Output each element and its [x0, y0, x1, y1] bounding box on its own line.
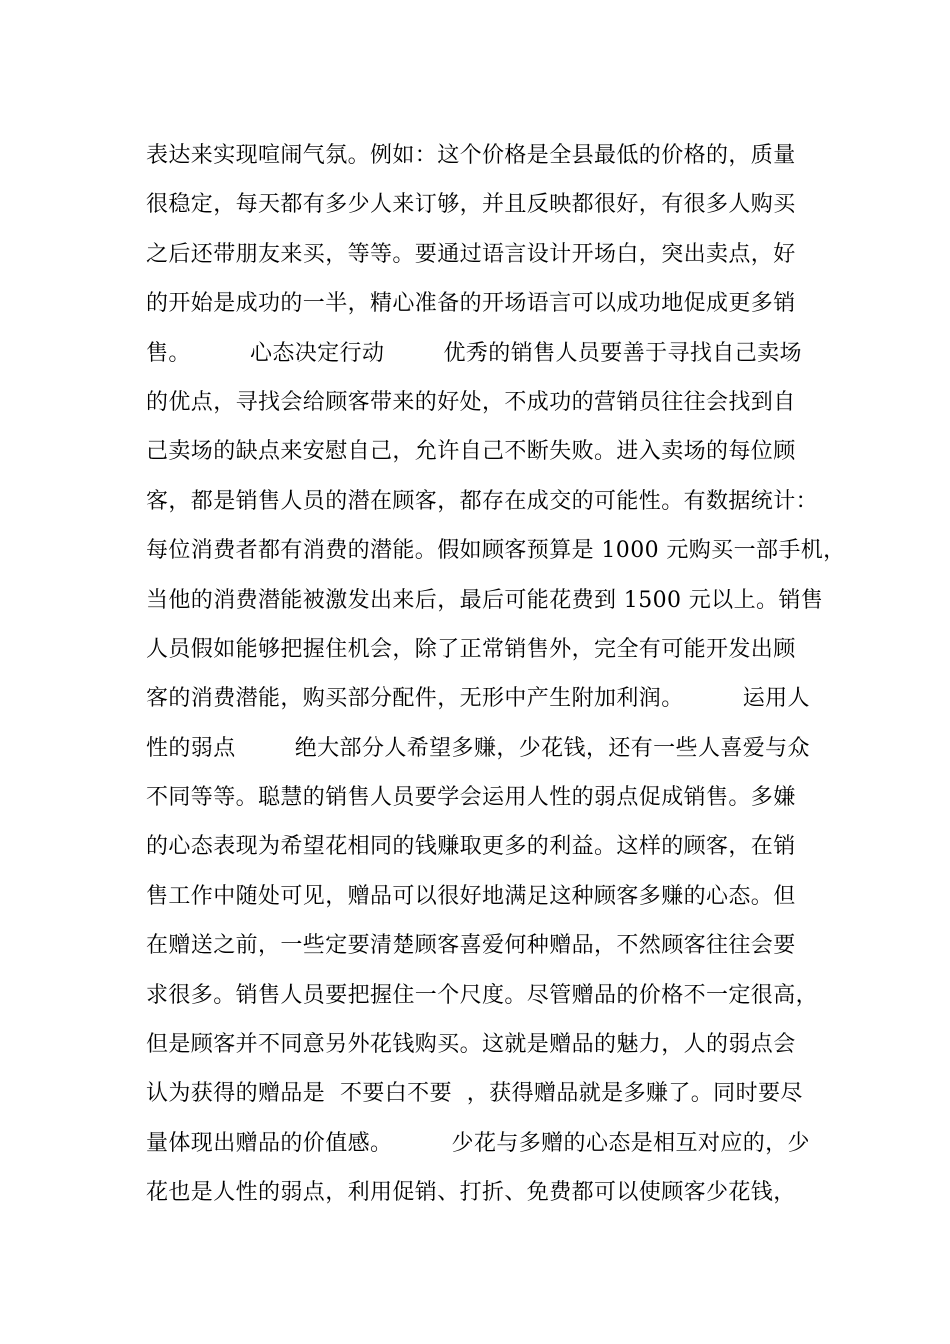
text-line: 每位消费者都有消费的潜能。假如顾客预算是 1000 元购买一部手机， — [146, 538, 846, 564]
text-line: 客的消费潜能，购买部分配件，无形中产生附加利润。 运用人 — [146, 686, 810, 712]
text-line: 性的弱点 绝大部分人希望多赚，少花钱，还有一些人喜爱与众 — [146, 735, 810, 761]
text-line: 量体现出赠品的价值感。 少花与多赠的心态是相互对应的，少 — [146, 1130, 810, 1156]
text-line: 售工作中随处可见，赠品可以很好地满足这种顾客多赚的心态。但 — [146, 883, 796, 909]
text-line: 之后还带朋友来买，等等。要通过语言设计开场白，突出卖点，好 — [146, 241, 796, 267]
text-line: 花也是人性的弱点，利用促销、打折、免费都可以使顾客少花钱， — [146, 1180, 796, 1206]
text-line: 当他的消费潜能被激发出来后，最后可能花费到 1500 元以上。销售 — [146, 587, 824, 613]
text-line: 不同等等。聪慧的销售人员要学会运用人性的弱点促成销售。多嫌 — [146, 785, 796, 811]
text-line: 己卖场的缺点来安慰自己，允许自己不断失败。进入卖场的每位顾 — [146, 439, 796, 465]
text-line: 求很多。销售人员要把握住一个尺度。尽管赠品的价格不一定很高， — [146, 982, 819, 1008]
text-line: 在赠送之前，一些定要清楚顾客喜爱何种赠品，不然顾客往往会要 — [146, 933, 796, 959]
text-line: 售。 心态决定行动 优秀的销售人员要善于寻找自己卖场 — [146, 340, 802, 366]
text-line: 的心态表现为希望花相同的钱赚取更多的利益。这样的顾客，在销 — [146, 834, 796, 860]
text-line: 的优点，寻找会给顾客带来的好处，不成功的营销员往往会找到自 — [146, 389, 796, 415]
text-line: 表达来实现喧闹气氛。例如：这个价格是全县最低的价格的，质量 — [146, 143, 796, 168]
text-line: 客，都是销售人员的潜在顾客，都存在成交的可能性。有数据统计： — [146, 488, 819, 514]
text-line: 的开始是成功的一半，精心准备的开场语言可以成功地促成更多销 — [146, 291, 796, 317]
body-text — [146, 131, 846, 1218]
text-line: 认为获得的赠品是 不要白不要 ，获得赠品就是多赚了。同时要尽 — [146, 1081, 803, 1107]
text-line: 人员假如能够把握住机会，除了正常销售外，完全有可能开发出顾 — [146, 636, 796, 662]
text-line: 很稳定，每天都有多少人来订够，并且反映都很好，有很多人购买 — [146, 192, 796, 218]
text-line: 但是顾客并不同意另外花钱购买。这就是赠品的魅力，人的弱点会 — [146, 1032, 796, 1058]
